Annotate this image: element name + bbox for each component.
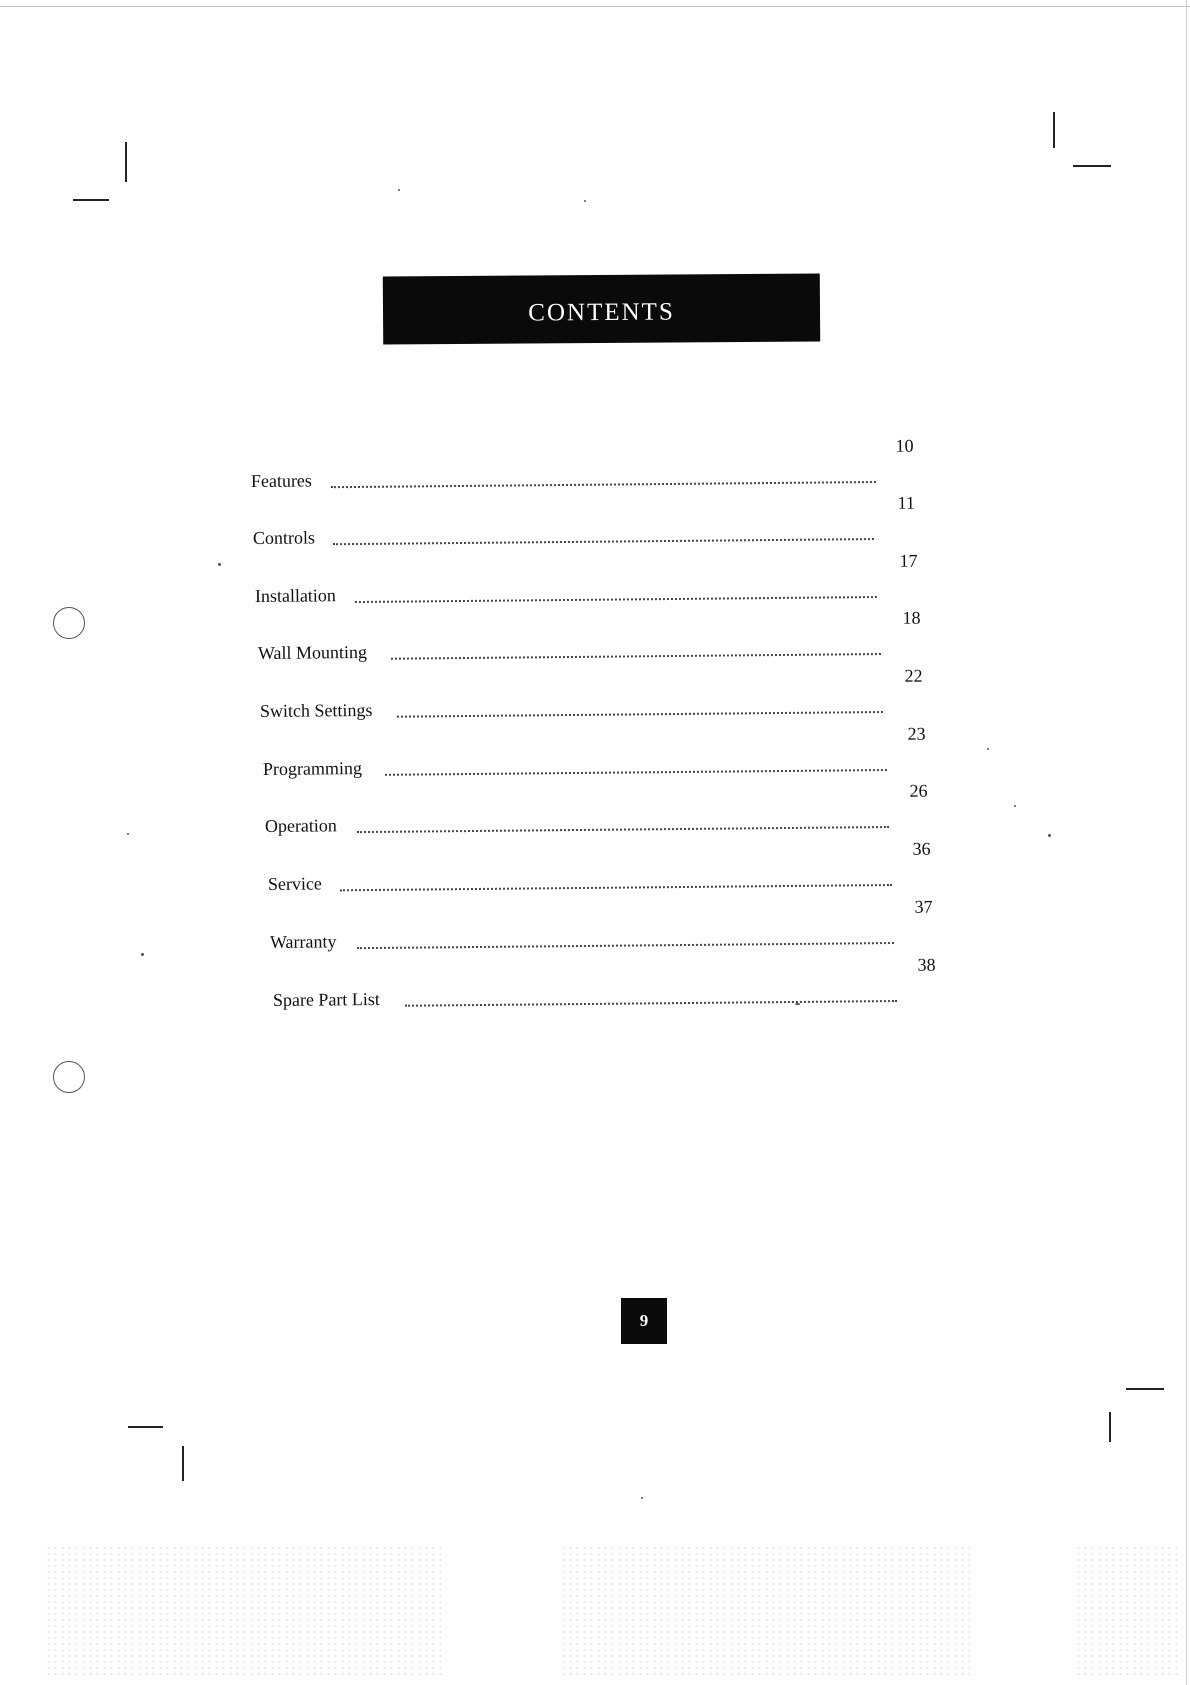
scan-speck (127, 833, 129, 835)
toc-entry[interactable] (264, 780, 931, 837)
scan-speck (1014, 805, 1016, 807)
toc-entry-page: 38 (917, 954, 936, 975)
toc-entry[interactable] (272, 954, 939, 1011)
toc-entry-page: 22 (904, 665, 923, 686)
scan-speck (987, 748, 989, 750)
toc-leader-dots (385, 769, 887, 776)
scan-speck (584, 200, 586, 202)
scan-speck (398, 189, 400, 191)
toc-entry-page: 26 (909, 780, 928, 801)
toc-entry-page: 17 (899, 550, 918, 571)
toc-entry[interactable] (252, 492, 919, 549)
toc-leader-dots (340, 884, 892, 891)
toc-entry[interactable] (250, 435, 917, 492)
page-title: contents (528, 288, 675, 329)
scan-noise-right (560, 1545, 970, 1675)
toc-entry-label: Service (267, 873, 322, 895)
toc-entry-page: 23 (907, 723, 926, 744)
page-number-badge (621, 1298, 667, 1344)
toc-entry[interactable] (254, 550, 921, 607)
toc-entry-page: 18 (902, 607, 921, 628)
scan-speck (218, 563, 221, 566)
toc-entry-label: Spare Part List (272, 988, 380, 1011)
toc-entry[interactable] (267, 838, 934, 895)
scan-speck (795, 1003, 800, 1005)
toc-leader-dots (391, 653, 881, 660)
toc-entry-label: Wall Mounting (257, 641, 368, 664)
toc-entry[interactable] (262, 723, 929, 780)
scan-speck (141, 953, 144, 956)
scan-speck (1048, 834, 1051, 837)
toc-leader-dots (357, 826, 889, 833)
toc-entry[interactable] (259, 665, 926, 722)
toc-entry-label: Features (250, 470, 312, 492)
toc-entry-page: 10 (895, 435, 914, 456)
toc-entry-page: 37 (914, 896, 933, 917)
scan-speck (641, 1497, 643, 1499)
toc-entry-label: Warranty (269, 931, 337, 953)
scan-noise-far-right (1075, 1545, 1180, 1675)
toc-entry-label: Operation (264, 815, 337, 837)
toc-entry-page: 36 (912, 838, 931, 859)
toc-leader-dots (397, 711, 883, 718)
toc-entry-label: Programming (262, 758, 362, 780)
toc-entry-label: Switch Settings (259, 699, 373, 722)
toc-entry[interactable] (257, 607, 924, 664)
toc-leader-dots (405, 1000, 897, 1007)
toc-entry-label: Controls (252, 527, 316, 549)
toc-entry-page: 11 (897, 492, 916, 513)
toc-entry-label: Installation (254, 585, 336, 607)
page-number: 9 (639, 1311, 649, 1330)
toc-leader-dots (357, 942, 894, 949)
toc-leader-dots (333, 538, 874, 545)
toc-leader-dots (355, 596, 877, 603)
toc-leader-dots (331, 481, 876, 488)
toc-entry[interactable] (269, 896, 936, 953)
scan-noise-left (45, 1545, 445, 1675)
